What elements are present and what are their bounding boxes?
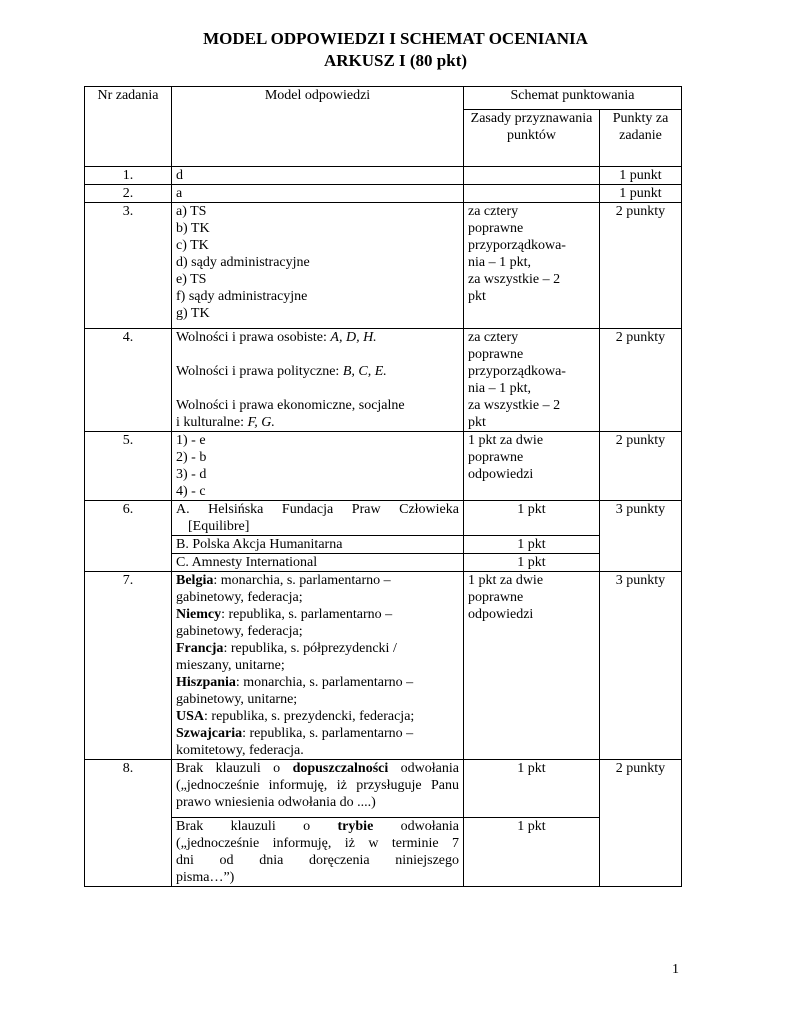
table-row — [85, 554, 682, 572]
rule-line: przyporządkowa- — [468, 238, 566, 253]
answer-line: Wolności i prawa polityczne: B, C, E. — [176, 364, 387, 379]
answer-line: d) sądy administracyjne — [176, 255, 310, 270]
row-rule: 1 pkt — [464, 554, 600, 572]
row-model: Brak klauzuli o dopuszczalności odwołania („jednocześnie informuję, iż przysługuje Panu prawo wniesienia odwołania do ....) — [172, 760, 464, 818]
row-points: 2 punkty — [600, 432, 682, 501]
table-row — [85, 185, 682, 203]
answer-line: e) TS — [176, 272, 207, 287]
row-rule — [464, 432, 600, 501]
row-points: 2 punkty — [600, 329, 682, 432]
answer-line: Francja: republika, s. półprezydencki / — [176, 641, 397, 656]
row-rule — [464, 167, 600, 185]
answer-line: 3) - d — [176, 467, 207, 482]
rule-line: za cztery — [468, 330, 519, 345]
row-model: d — [172, 167, 464, 185]
row-model: Brak klauzuli o trybie odwołania („jednocześnie informuję, iż w terminie 7 dni od dnia doręczenia niniejszego pisma…”) — [172, 818, 464, 887]
scoring-table — [84, 86, 682, 887]
answer-line: 4) - c — [176, 484, 206, 499]
answer-line: 1) - e — [176, 433, 206, 448]
rule-line: przyporządkowa- — [468, 364, 566, 379]
row-nr: 6. — [85, 501, 172, 572]
row-rule: 1 pkt — [464, 760, 600, 818]
row-model: C. Amnesty International — [172, 554, 464, 572]
row-nr: 4. — [85, 329, 172, 432]
header-nr: Nr zadania — [85, 87, 172, 167]
row-points: 2 punkty — [600, 760, 682, 887]
row-nr: 5. — [85, 432, 172, 501]
row-model — [172, 203, 464, 329]
rule-line: za wszystkie – 2 — [468, 272, 561, 287]
rule-line: odpowiedzi — [468, 467, 534, 482]
row-rule — [464, 203, 600, 329]
table-row — [85, 818, 682, 887]
header-punkty: Punkty za zadanie — [600, 110, 682, 167]
row-model — [172, 329, 464, 432]
table-row — [85, 536, 682, 554]
rule-line: pkt — [468, 289, 486, 304]
table-row — [85, 329, 682, 432]
rule-line: pkt — [468, 415, 486, 430]
answer-line: Belgia: monarchia, s. parlamentarno – — [176, 573, 391, 588]
row-model: B. Polska Akcja Humanitarna — [172, 536, 464, 554]
rule-line: poprawne — [468, 450, 524, 465]
header-model: Model odpowiedzi — [172, 87, 464, 167]
table-row — [85, 203, 682, 329]
page-number: 1 — [672, 962, 679, 977]
row-model — [172, 572, 464, 760]
row-nr: 1. — [85, 167, 172, 185]
rule-line: nia – 1 pkt, — [468, 255, 531, 270]
answer-line: A. Helsińska Fundacja Praw Człowieka — [176, 502, 459, 517]
answer-line: g) TK — [176, 306, 210, 321]
page-subtitle: ARKUSZ I (80 pkt) — [323, 51, 468, 70]
table-row — [85, 432, 682, 501]
rule-line: poprawne — [468, 347, 524, 362]
row-points: 1 punkt — [600, 185, 682, 203]
header-schemat: Schemat punktowania — [464, 87, 682, 110]
row-nr: 8. — [85, 760, 172, 887]
row-points: 3 punkty — [600, 572, 682, 760]
rule-line: za cztery — [468, 204, 519, 219]
rule-line: 1 pkt za dwie — [468, 433, 544, 448]
answer-line: mieszany, unitarne; — [176, 658, 285, 673]
row-model — [172, 501, 464, 536]
answer-line: Hiszpania: monarchia, s. parlamentarno – — [176, 675, 414, 690]
answer-line: Wolności i prawa ekonomiczne, socjalne — [176, 398, 405, 413]
answer-line: Niemcy: republika, s. parlamentarno – — [176, 607, 393, 622]
answer-line: gabinetowy, unitarne; — [176, 692, 298, 707]
row-model: a — [172, 185, 464, 203]
answer-line: komitetowy, federacja. — [176, 743, 304, 758]
answer-line: a) TS — [176, 204, 207, 219]
answer-line: c) TK — [176, 238, 209, 253]
table-row — [85, 760, 682, 818]
row-model — [172, 432, 464, 501]
answer-line: [Equilibre] — [188, 519, 250, 534]
row-rule: 1 pkt — [464, 501, 600, 536]
answer-line: Szwajcaria: republika, s. parlamentarno – — [176, 726, 414, 741]
answer-line: 2) - b — [176, 450, 207, 465]
rule-line: 1 pkt za dwie — [468, 573, 544, 588]
row-nr: 7. — [85, 572, 172, 760]
row-points: 1 punkt — [600, 167, 682, 185]
table-row — [85, 501, 682, 536]
row-points: 2 punkty — [600, 203, 682, 329]
rule-line: nia – 1 pkt, — [468, 381, 531, 396]
row-rule — [464, 572, 600, 760]
answer-line: gabinetowy, federacja; — [176, 590, 303, 605]
rule-line: poprawne — [468, 590, 524, 605]
row-points: 3 punkty — [600, 501, 682, 572]
row-rule — [464, 329, 600, 432]
row-rule: 1 pkt — [464, 818, 600, 887]
answer-line: Wolności i prawa osobiste: A, D, H. — [176, 330, 377, 345]
answer-line: f) sądy administracyjne — [176, 289, 308, 304]
table-header-row — [85, 87, 682, 110]
rule-line: odpowiedzi — [468, 607, 534, 622]
row-nr: 2. — [85, 185, 172, 203]
rule-line: za wszystkie – 2 — [468, 398, 561, 413]
row-rule: 1 pkt — [464, 536, 600, 554]
answer-line: USA: republika, s. prezydencki, federacja; — [176, 709, 415, 724]
answer-line: b) TK — [176, 221, 210, 236]
table-row — [85, 167, 682, 185]
row-rule — [464, 185, 600, 203]
table-row — [85, 572, 682, 760]
answer-line: gabinetowy, federacja; — [176, 624, 303, 639]
page-title: MODEL ODPOWIEDZI I SCHEMAT OCENIANIA — [203, 29, 588, 48]
header-zasady: Zasady przyznawania punktów — [464, 110, 600, 167]
answer-line: i kulturalne: F, G. — [176, 415, 275, 430]
row-nr: 3. — [85, 203, 172, 329]
rule-line: poprawne — [468, 221, 524, 236]
